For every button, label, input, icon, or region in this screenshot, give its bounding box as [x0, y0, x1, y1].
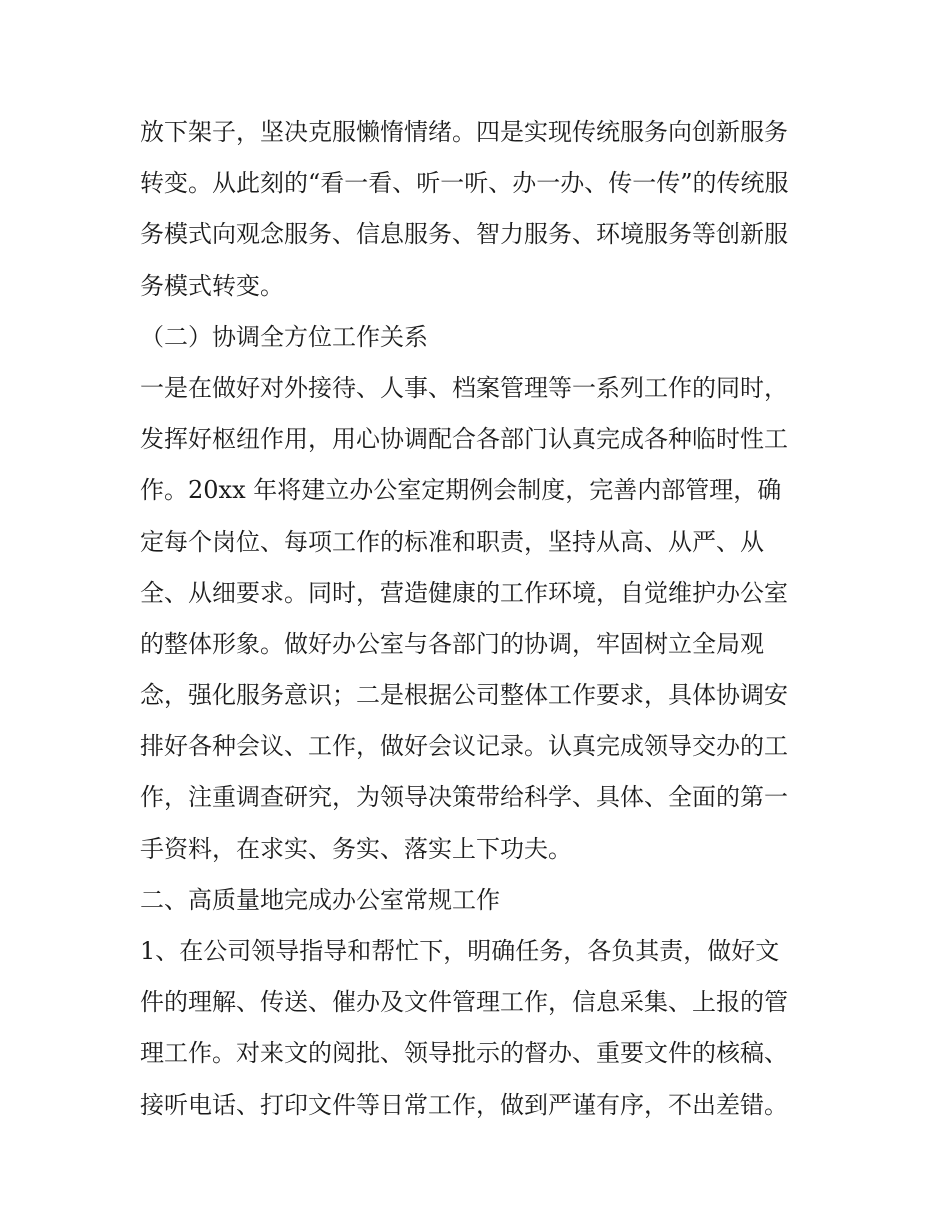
document-body — [140, 107, 812, 1131]
paragraph-line: 的整体形象。做好办公室与各部门的协调，牢固树立全局观 — [140, 629, 764, 658]
paragraph-line: 1、在公司领导指导和帮忙下，明确任务，各负其责，做好文 — [140, 937, 780, 965]
paragraph-line: 转变。从此刻的“看一看、听一听、办一办、传一传”的传统服 — [140, 169, 789, 198]
paragraph-line: 作，注重调查研究，为领导决策带给科学、具体、全面的第一 — [140, 783, 788, 812]
paragraph-line: 理工作。对来文的阅批、领导批示的督办、重要文件的核稿、 — [140, 1039, 788, 1068]
section-heading: （二）协调全方位工作关系 — [140, 322, 428, 351]
paragraph-line: 定每个岗位、每项工作的标准和职责，坚持从高、从严、从 — [140, 527, 764, 556]
paragraph-line: 一是在做好对外接待、人事、档案管理等一系列工作的同时， — [140, 373, 788, 402]
paragraph-line: 作。20xx 年将建立办公室定期例会制度，完善内部管理，确 — [140, 476, 782, 505]
paragraph-line: 手资料，在求实、务实、落实上下功夫。 — [140, 834, 572, 863]
paragraph-line: 全、从细要求。同时，营造健康的工作环境，自觉维护办公室 — [140, 578, 788, 607]
section-heading: 二、高质量地完成办公室常规工作 — [140, 885, 500, 914]
paragraph-line: 接听电话、打印文件等日常工作，做到严谨有序，不出差错。 — [140, 1090, 788, 1119]
paragraph-line: 排好各种会议、工作，做好会议记录。认真完成领导交办的工 — [140, 732, 788, 761]
paragraph-line: 发挥好枢纽作用，用心协调配合各部门认真完成各种临时性工 — [140, 425, 788, 454]
paragraph-line: 务模式转变。 — [140, 271, 284, 300]
paragraph-line: 念，强化服务意识；二是根据公司整体工作要求，具体协调安 — [140, 681, 788, 710]
paragraph-line: 放下架子，坚决克服懒惰情绪。四是实现传统服务向创新服务 — [140, 118, 788, 146]
paragraph-line: 务模式向观念服务、信息服务、智力服务、环境服务等创新服 — [140, 220, 788, 249]
paragraph-line: 件的理解、传送、催办及文件管理工作，信息采集、上报的管 — [140, 988, 788, 1017]
